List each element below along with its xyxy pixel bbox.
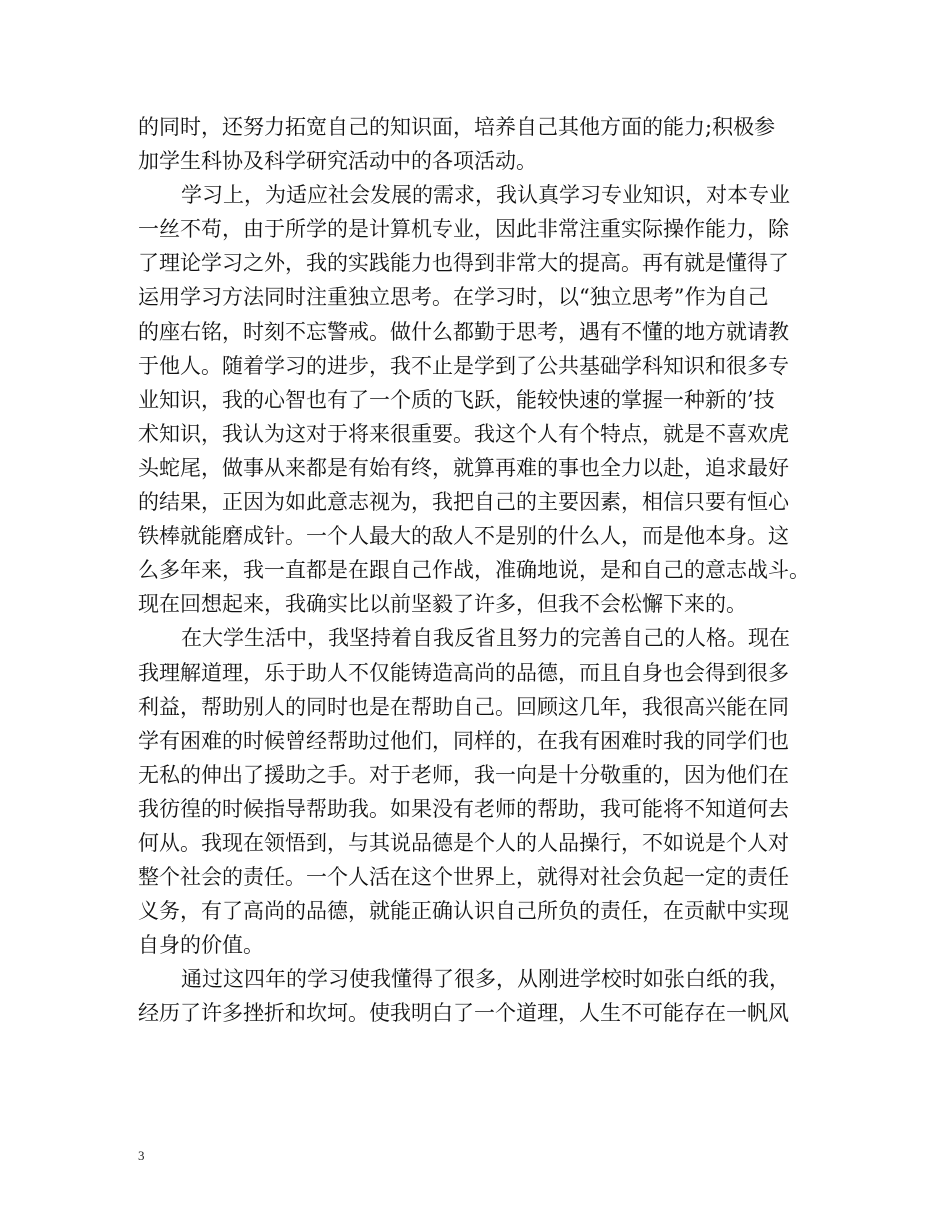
text-line: 了理论学习之外，我的实践能力也得到非常大的提高。再有就是懂得了 — [138, 251, 789, 276]
text-line: 我彷徨的时候指导帮助我。如果没有老师的帮助，我可能将不知道何去 — [138, 796, 789, 821]
text-line: 何从。我现在领悟到，与其说品德是个人的人品操行，不如说是个人对 — [138, 830, 789, 855]
text-line: 的座右铭，时刻不忘警戒。做什么都勤于思考，遇有不懂的地方就请教 — [138, 319, 789, 344]
text-line: 业知识，我的心智也有了一个质的飞跃，能较快速的掌握一种新的’技 — [138, 387, 775, 412]
text-line: 头蛇尾，做事从来都是有始有终，就算再难的事也全力以赴，追求最好 — [138, 455, 789, 480]
text-line: 我理解道理，乐于助人不仅能铸造高尚的品德，而且自身也会得到很多 — [138, 660, 789, 685]
text-line: 么多年来，我一直都是在跟自己作战，准确地说，是和自己的意志战斗。 — [138, 558, 810, 583]
text-line: 的同时，还努力拓宽自己的知识面，培养自己其他方面的能力;积极参 — [138, 115, 776, 139]
text-line: 学有困难的时候曾经帮助过他们，同样的，在我有困难时我的同学们也 — [138, 728, 789, 753]
text-line: 术知识，我认为这对于将来很重要。我这个人有个特点，就是不喜欢虎 — [138, 421, 789, 446]
text-line: 整个社会的责任。一个人活在这个世界上，就得对社会负起一定的责任 — [138, 865, 789, 890]
page-number: 3 — [138, 1148, 145, 1163]
text-line: 铁棒就能磨成针。一个人最大的敌人不是别的什么人，而是他本身。这 — [138, 524, 789, 549]
text-line: 义务，有了高尚的品德，就能正确认识自己所负的责任，在贡献中实现 — [138, 899, 789, 924]
text-line: 现在回想起来，我确实比以前坚毅了许多，但我不会松懈下来的。 — [138, 592, 747, 617]
text-line: 经历了许多挫折和坎坷。使我明白了一个道理，人生不可能存在一帆风 — [138, 1001, 789, 1026]
text-line: 加学生科协及科学研究活动中的各项活动。 — [138, 149, 537, 174]
text-line: 自身的价值。 — [138, 933, 264, 958]
text-line: 的结果，正因为如此意志视为，我把自己的主要因素，相信只要有恒心 — [138, 490, 789, 515]
paragraph-first-line: 在大学生活中，我坚持着自我反省且努力的完善自己的人格。现在 — [181, 626, 790, 651]
text-line: 运用学习方法同时注重独立思考。在学习时，以“独立思考”作为自己 — [138, 285, 769, 310]
text-line: 利益，帮助别人的同时也是在帮助自己。回顾这几年，我很高兴能在同 — [138, 694, 789, 719]
text-line: 一丝不苟，由于所学的是计算机专业，因此非常注重实际操作能力，除 — [138, 217, 789, 242]
paragraph-first-line: 学习上，为适应社会发展的需求，我认真学习专业知识，对本专业 — [181, 183, 790, 208]
text-line: 无私的伸出了援助之手。对于老师，我一向是十分敬重的，因为他们在 — [138, 762, 789, 787]
document-body — [138, 110, 818, 1031]
text-line: 于他人。随着学习的进步，我不止是学到了公共基础学科知识和很多专 — [138, 353, 789, 378]
paragraph-first-line: 通过这四年的学习使我懂得了很多，从刚进学校时如张白纸的我， — [181, 967, 790, 992]
